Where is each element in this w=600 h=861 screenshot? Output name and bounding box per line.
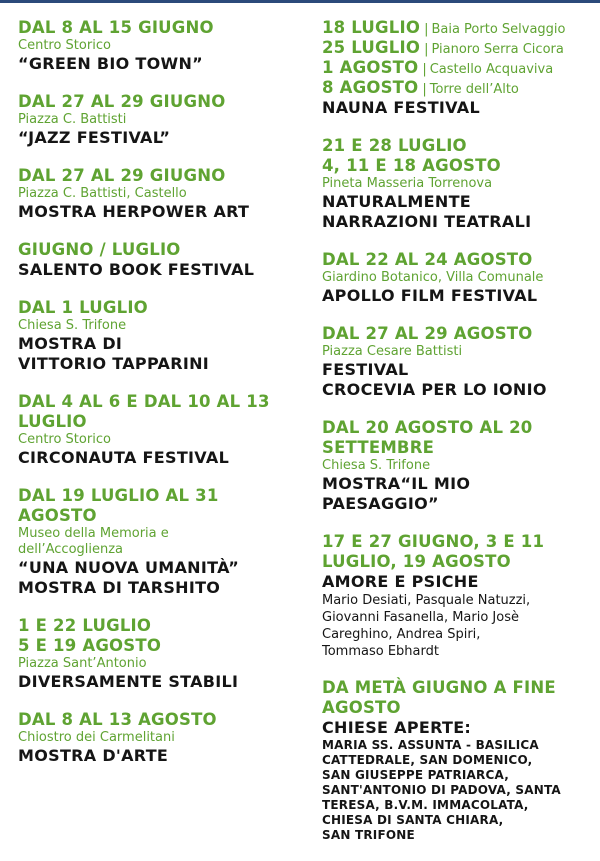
event-title: “GREEN BIO TOWN”: [18, 54, 203, 73]
event-date: 1 E 22 LUGLIO: [18, 616, 152, 635]
event-title: VITTORIO TAPPARINI: [18, 354, 210, 373]
separator: |: [422, 82, 427, 97]
event-date: DAL 19 LUGLIO AL 31: [18, 486, 219, 505]
event-left-8: [18, 710, 308, 766]
event-date: DAL 27 AL 29 GIUGNO: [18, 166, 226, 185]
event-churches: CATTEDRALE, SAN DOMENICO,: [322, 753, 533, 767]
event-people: Mario Desiati, Pasquale Natuzzi,: [322, 593, 531, 608]
event-left-2: [18, 166, 308, 222]
event-title: “UNA NUOVA UMANITÀ”: [18, 558, 240, 577]
event-churches: SAN TRIFONE: [322, 828, 415, 842]
event-date: 25 LUGLIO: [322, 38, 421, 57]
event-left-5: [18, 392, 308, 468]
nauna-date-row: [322, 58, 594, 78]
event-venue: Centro Storico: [18, 38, 111, 53]
event-venue: dell’Accoglienza: [18, 542, 124, 557]
right-column: [322, 18, 594, 861]
event-right-1: [322, 250, 594, 306]
event-venue: Torre dell’Alto: [429, 82, 519, 97]
event-title: CHIESE APERTE:: [322, 718, 472, 737]
event-date: DAL 8 AL 13 AGOSTO: [18, 710, 217, 729]
event-people: Giovanni Fasanella, Mario Josè: [322, 610, 519, 625]
event-venue: Piazza C. Battisti: [18, 112, 127, 127]
event-title: MOSTRA DI TARSHITO: [18, 578, 221, 597]
event-nauna-festival: [322, 18, 594, 118]
event-venue: Pineta Masseria Torrenova: [322, 176, 493, 191]
nauna-date-row: [322, 18, 594, 38]
event-date: 21 E 28 LUGLIO: [322, 136, 467, 155]
event-date: 5 E 19 AGOSTO: [18, 636, 162, 655]
event-right-3: [322, 418, 594, 514]
event-venue: Giardino Botanico, Villa Comunale: [322, 270, 544, 285]
event-title: “JAZZ FESTIVAL”: [18, 128, 171, 147]
event-title: SALENTO BOOK FESTIVAL: [18, 260, 255, 279]
event-venue: Castello Acquaviva: [429, 62, 554, 77]
event-right-5: [322, 678, 594, 843]
event-left-1: [18, 92, 308, 148]
event-churches: SANT'ANTONIO DI PADOVA, SANTA: [322, 783, 561, 797]
event-venue: Chiesa S. Trifone: [322, 458, 431, 473]
event-title: NATURALMENTE: [322, 192, 472, 211]
event-date: 4, 11 E 18 AGOSTO: [322, 156, 501, 175]
event-date: LUGLIO, 19 AGOSTO: [322, 552, 511, 571]
event-title: MOSTRA“IL MIO: [322, 474, 471, 493]
event-title: APOLLO FILM FESTIVAL: [322, 286, 538, 305]
event-title: NAUNA FESTIVAL: [322, 98, 480, 117]
separator: |: [424, 22, 429, 37]
event-date: LUGLIO: [18, 412, 87, 431]
event-date: DAL 27 AL 29 GIUGNO: [18, 92, 226, 111]
event-date: SETTEMBRE: [322, 438, 435, 457]
event-title: FESTIVAL: [322, 360, 409, 379]
event-title: PAESAGGIO”: [322, 494, 439, 513]
event-people: Tommaso Ebhardt: [322, 644, 439, 659]
event-title: CIRCONAUTA FESTIVAL: [18, 448, 230, 467]
event-date: 8 AGOSTO: [322, 78, 419, 97]
event-title: MOSTRA DI: [18, 334, 123, 353]
event-title: NARRAZIONI TEATRALI: [322, 212, 532, 231]
event-date: 18 LUGLIO: [322, 18, 421, 37]
event-people: Careghino, Andrea Spiri,: [322, 627, 481, 642]
event-churches: TERESA, B.V.M. IMMACOLATA,: [322, 798, 529, 812]
event-venue: Piazza Sant’Antonio: [18, 656, 147, 671]
event-title: CROCEVIA PER LO IONIO: [322, 380, 547, 399]
event-date: DAL 1 LUGLIO: [18, 298, 148, 317]
separator: |: [424, 42, 429, 57]
event-date: AGOSTO: [18, 506, 97, 525]
event-date: DAL 27 AL 29 AGOSTO: [322, 324, 533, 343]
event-date: DAL 4 AL 6 E DAL 10 AL 13: [18, 392, 270, 411]
event-date: 17 E 27 GIUGNO, 3 E 11: [322, 532, 545, 551]
event-churches: CHIESA DI SANTA CHIARA,: [322, 813, 504, 827]
event-venue: Museo della Memoria e: [18, 526, 169, 541]
event-date: AGOSTO: [322, 698, 401, 717]
event-venue: Chiostro dei Carmelitani: [18, 730, 175, 745]
event-date: DAL 22 AL 24 AGOSTO: [322, 250, 533, 269]
event-title: MOSTRA D'ARTE: [18, 746, 169, 765]
event-date: DAL 20 AGOSTO AL 20: [322, 418, 533, 437]
event-title: AMORE E PSICHE: [322, 572, 479, 591]
event-venue: Piazza Cesare Battisti: [322, 344, 463, 359]
event-venue: Centro Storico: [18, 432, 111, 447]
event-churches: MARIA SS. ASSUNTA - BASILICA: [322, 738, 539, 752]
event-title: MOSTRA HERPOWER ART: [18, 202, 250, 221]
event-right-4: [322, 532, 594, 660]
nauna-date-row: [322, 78, 594, 98]
event-date: 1 AGOSTO: [322, 58, 419, 77]
event-date: DA METÀ GIUGNO A FINE: [322, 678, 556, 697]
event-venue: Baia Porto Selvaggio: [431, 22, 566, 37]
event-right-0: [322, 136, 594, 232]
event-venue: Pianoro Serra Cicora: [431, 42, 564, 57]
separator: |: [422, 62, 427, 77]
top-border: [0, 0, 600, 3]
event-left-4: [18, 298, 308, 374]
event-left-6: [18, 486, 308, 598]
event-title: DIVERSAMENTE STABILI: [18, 672, 239, 691]
nauna-date-row: [322, 38, 594, 58]
event-venue: Piazza C. Battisti, Castello: [18, 186, 187, 201]
right-events: [322, 136, 594, 843]
event-date: GIUGNO / LUGLIO: [18, 240, 181, 259]
left-column: [18, 18, 308, 784]
event-right-2: [322, 324, 594, 400]
event-left-0: [18, 18, 308, 74]
event-left-7: [18, 616, 308, 692]
event-left-3: [18, 240, 308, 280]
event-venue: Chiesa S. Trifone: [18, 318, 127, 333]
event-churches: SAN GIUSEPPE PATRIARCA,: [322, 768, 509, 782]
event-date: DAL 8 AL 15 GIUGNO: [18, 18, 214, 37]
